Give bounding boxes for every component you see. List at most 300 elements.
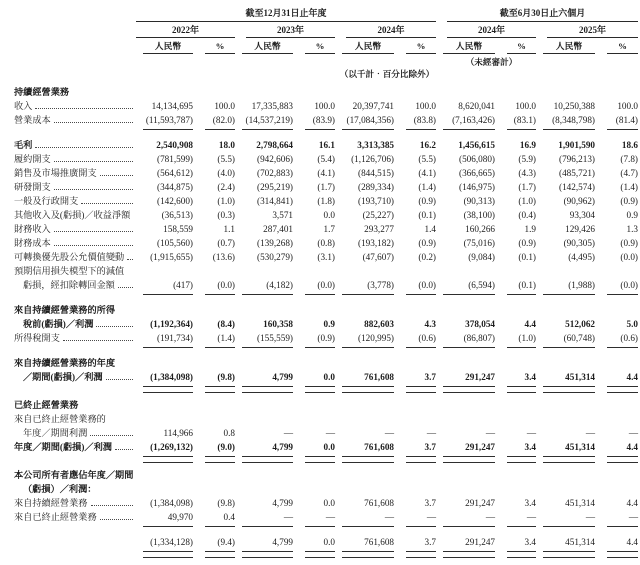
cell-percent: (9.0) — [217, 442, 235, 453]
rule-segment — [242, 386, 293, 393]
cell-value: 49,970 — [167, 512, 193, 523]
cell-value: 293,277 — [364, 224, 394, 235]
cell-value: 2,798,664 — [256, 140, 293, 151]
rule-segment — [406, 294, 436, 298]
rule-segment — [443, 386, 495, 393]
rule-segment — [242, 347, 293, 351]
leader-dots — [90, 435, 133, 436]
cell-value: (36,513) — [161, 210, 193, 221]
cell-percent: (0.9) — [518, 238, 536, 249]
cell-percent: (0.0) — [418, 280, 436, 291]
cell-percent: (0.6) — [620, 333, 638, 344]
cell-value: (1,192,364) — [150, 319, 193, 330]
cell-value: 882,603 — [364, 319, 394, 330]
cell-value: (4,495) — [568, 252, 595, 263]
cell-value: — — [485, 512, 495, 523]
rule-segment — [205, 551, 235, 558]
rule-segment — [143, 456, 193, 463]
cell-percent: 3.4 — [524, 498, 536, 509]
cell-value: 4,799 — [272, 442, 293, 453]
row-label: 年度／期間利潤 — [23, 428, 88, 439]
rule-segment — [143, 386, 193, 393]
row-label-cell — [14, 318, 136, 332]
cell-percent: (1.0) — [518, 196, 536, 207]
table-row — [14, 511, 638, 525]
cell-value: (155,559) — [257, 333, 293, 344]
cell-percent: (1.4) — [620, 182, 638, 193]
row-label: 預期信用損失模型下的減值 — [14, 266, 125, 277]
col-year-2023: 2023年 — [246, 22, 335, 38]
rule-segment — [143, 294, 193, 298]
table-row — [14, 223, 638, 237]
cell-value: 291,247 — [465, 442, 495, 453]
cell-value: 114,966 — [163, 428, 193, 439]
cell-value: 1,456,615 — [458, 140, 495, 151]
cell-value: (366,665) — [459, 168, 495, 179]
cell-value: (1,334,128) — [150, 537, 193, 548]
cell-value: 512,062 — [565, 319, 595, 330]
rule-segment — [543, 294, 595, 298]
rule-segment — [543, 526, 595, 530]
rule-segment — [543, 551, 595, 558]
cell-percent: (0.9) — [620, 196, 638, 207]
cell-value: 761,608 — [364, 537, 394, 548]
cell-percent: (0.6) — [418, 333, 436, 344]
col-currency: 人民幣 — [242, 38, 293, 54]
row-label: 財務成本 — [14, 238, 51, 249]
leader-dots — [54, 161, 133, 162]
units-note: （以千計‧百分比除外） — [339, 69, 435, 79]
cell-percent: (9.4) — [217, 537, 235, 548]
cell-value: (7,163,426) — [452, 115, 495, 126]
row-label-cell — [14, 114, 136, 128]
cell-percent: (81.4) — [615, 115, 638, 126]
row-label-cell — [14, 497, 136, 511]
cell-value: (417) — [173, 280, 193, 291]
cell-value: 3,571 — [272, 210, 293, 221]
cell-percent: (2.4) — [217, 182, 235, 193]
cell-percent: (0.9) — [620, 238, 638, 249]
col-group-annual — [136, 8, 436, 22]
row-label: 來自持續經營業務 — [14, 498, 88, 509]
cell-percent: (1.4) — [418, 182, 436, 193]
cell-value: (1,915,655) — [150, 252, 193, 263]
leader-dots — [91, 505, 134, 506]
cell-value: (1,269,132) — [150, 442, 193, 453]
cell-value: 451,314 — [565, 537, 595, 548]
double-rule — [14, 385, 638, 393]
row-label-cell — [14, 483, 638, 497]
table-row — [14, 181, 638, 195]
row-label-cell — [14, 237, 136, 251]
cell-value: (1,126,706) — [351, 154, 394, 165]
rule-segment — [507, 386, 536, 393]
cell-percent: (9.8) — [217, 498, 235, 509]
cell-value: (506,080) — [459, 154, 495, 165]
cell-percent: 4.3 — [424, 319, 436, 330]
cell-value: — — [384, 512, 394, 523]
rule-segment — [242, 551, 293, 558]
table-row — [14, 195, 638, 209]
cell-percent: 3.4 — [524, 442, 536, 453]
row-label: 可轉換優先股公允價值變動 — [14, 252, 125, 263]
cell-percent: (1.7) — [518, 182, 536, 193]
rule-segment — [507, 129, 536, 133]
col-year-2025-interim: 2025年 — [547, 22, 638, 38]
cell-percent: (4.1) — [317, 168, 335, 179]
single-rule — [14, 346, 638, 351]
cell-percent: (5.5) — [418, 154, 436, 165]
single-rule — [14, 128, 638, 133]
cell-value: — — [585, 428, 595, 439]
table-row — [14, 536, 638, 550]
cell-percent: 4.4 — [626, 498, 638, 509]
cell-value: (17,084,356) — [346, 115, 394, 126]
leader-dots — [35, 108, 133, 109]
row-label-cell — [14, 100, 136, 114]
double-rule — [14, 455, 638, 463]
cell-percent: (9.8) — [217, 372, 235, 383]
row-label-cell — [14, 167, 136, 181]
row-label: 年度／期間(虧損)／利潤 — [14, 442, 112, 453]
table-row — [14, 139, 638, 153]
rule-segment — [607, 294, 638, 298]
cell-value: 761,608 — [364, 372, 394, 383]
cell-percent: — — [628, 428, 638, 439]
cell-percent: 0.0 — [323, 537, 335, 548]
cell-percent: 16.1 — [318, 140, 335, 151]
cell-value: (191,734) — [157, 333, 193, 344]
row-label: 稅前(虧損)／利潤 — [23, 319, 94, 330]
cell-percent: 18.6 — [621, 140, 638, 151]
row-label-cell — [14, 399, 638, 413]
cell-value: (75,016) — [463, 238, 495, 249]
rule-segment — [242, 526, 293, 530]
cell-value: (314,841) — [257, 196, 293, 207]
cell-percent: (1.7) — [317, 182, 335, 193]
cell-value: 4,799 — [272, 498, 293, 509]
section-label-row — [14, 399, 638, 413]
rule-segment — [305, 456, 335, 463]
cell-value: (564,612) — [157, 168, 193, 179]
header-units-row — [14, 67, 638, 79]
rule-segment — [205, 129, 235, 133]
cell-value: — — [384, 428, 394, 439]
rule-segment — [406, 456, 436, 463]
col-currency: 人民幣 — [543, 38, 595, 54]
cell-value: (1,384,098) — [150, 372, 193, 383]
table-row — [14, 318, 638, 332]
cell-value: (1,384,098) — [150, 498, 193, 509]
row-label-cell — [14, 427, 136, 441]
row-label: 持續經營業務 — [14, 87, 70, 98]
cell-value: (344,875) — [157, 182, 193, 193]
rule-segment — [305, 526, 335, 530]
row-label: 來自持續經營業務的年度 — [14, 358, 116, 369]
rule-segment — [305, 129, 335, 133]
rule-segment — [507, 294, 536, 298]
cell-percent: (8.4) — [217, 319, 235, 330]
cell-percent: (82.0) — [212, 115, 235, 126]
cell-value: (14,537,219) — [245, 115, 293, 126]
col-group-annual-label: 截至12月31日止年度 — [245, 8, 327, 18]
rule-segment — [342, 386, 394, 393]
cell-value: 761,608 — [364, 498, 394, 509]
rule-segment — [543, 456, 595, 463]
leader-dots — [100, 175, 133, 176]
col-percent: % — [205, 38, 235, 54]
cell-value: (6,594) — [468, 280, 495, 291]
cell-percent: (0.7) — [217, 238, 235, 249]
cell-percent: 0.0 — [323, 498, 335, 509]
cell-percent: — — [325, 512, 335, 523]
col-percent: % — [305, 38, 335, 54]
row-label: 本公司所有者應佔年度／期間 — [14, 470, 134, 481]
cell-percent: (0.0) — [217, 280, 235, 291]
cell-percent: 0.0 — [323, 372, 335, 383]
leader-dots — [115, 449, 133, 450]
rule-segment — [342, 347, 394, 351]
section-label-row — [14, 86, 638, 100]
cell-value: (193,710) — [358, 196, 394, 207]
cell-percent: (3.1) — [317, 252, 335, 263]
cell-percent: 1.1 — [223, 224, 235, 235]
cell-value: (9,084) — [468, 252, 495, 263]
row-label: 所得稅開支 — [14, 333, 60, 344]
rule-segment — [143, 526, 193, 530]
cell-percent: 16.9 — [519, 140, 536, 151]
cell-percent: (1.4) — [217, 333, 235, 344]
cell-percent: 0.0 — [323, 210, 335, 221]
row-label-cell — [14, 153, 136, 167]
cell-percent: (83.9) — [312, 115, 335, 126]
row-label: ／期間(虧損)／利潤 — [23, 372, 103, 383]
cell-percent: 100.0 — [214, 101, 235, 112]
cell-percent: (4.7) — [620, 168, 638, 179]
row-label-cell — [14, 469, 638, 483]
cell-percent: 100.0 — [617, 101, 638, 112]
cell-percent: — — [325, 428, 335, 439]
rule-segment — [607, 456, 638, 463]
row-label-cell — [14, 304, 638, 318]
row-label: 來自已終止經營業務的 — [14, 414, 106, 425]
rule-segment — [342, 129, 394, 133]
cell-percent: — — [426, 512, 436, 523]
col-year-2022: 2022年 — [136, 22, 235, 38]
rule-segment — [342, 551, 394, 558]
rule-segment — [205, 456, 235, 463]
cell-percent: (5.9) — [518, 154, 536, 165]
cell-percent: 0.8 — [223, 428, 235, 439]
cell-percent: 100.0 — [314, 101, 335, 112]
cell-value: 10,250,388 — [553, 101, 595, 112]
table-row — [14, 237, 638, 251]
cell-percent: (0.0) — [317, 280, 335, 291]
leader-dots — [127, 259, 133, 260]
cell-value: 158,559 — [163, 224, 193, 235]
cell-percent: 3.7 — [424, 372, 436, 383]
cell-value: (942,606) — [257, 154, 293, 165]
section-label-row — [14, 265, 638, 279]
cell-value: 2,540,908 — [156, 140, 193, 151]
cell-percent: (5.4) — [317, 154, 335, 165]
rule-segment — [443, 129, 495, 133]
header-period-groups — [14, 8, 638, 22]
cell-value: — — [283, 512, 293, 523]
cell-value: (485,721) — [559, 168, 595, 179]
rule-segment — [543, 129, 595, 133]
cell-value: 3,313,385 — [357, 140, 394, 151]
table-row — [14, 427, 638, 441]
table-row — [14, 497, 638, 511]
leader-dots — [63, 340, 133, 341]
row-label: 營業成本 — [14, 115, 51, 126]
rule-segment — [205, 347, 235, 351]
cell-value: 291,247 — [465, 498, 495, 509]
cell-percent: (13.6) — [212, 252, 235, 263]
cell-percent: — — [426, 428, 436, 439]
row-label-cell — [14, 413, 638, 427]
leader-dots — [118, 287, 133, 288]
cell-value: (142,600) — [157, 196, 193, 207]
cell-value: 1,901,590 — [558, 140, 595, 151]
cell-value: 8,620,041 — [458, 101, 495, 112]
row-label: 其他收入及(虧損)／收益淨額 — [14, 210, 131, 221]
cell-percent: (7.8) — [620, 154, 638, 165]
cell-percent: 1.4 — [424, 224, 436, 235]
col-currency: 人民幣 — [443, 38, 495, 54]
section-label-row — [14, 469, 638, 483]
cell-percent: 100.0 — [515, 101, 536, 112]
cell-value: 291,247 — [465, 372, 495, 383]
row-label-cell — [14, 86, 638, 100]
cell-value: 4,799 — [272, 537, 293, 548]
cell-percent: 16.2 — [419, 140, 436, 151]
row-label-cell — [14, 139, 136, 153]
header-subcolumns — [14, 38, 638, 54]
cell-value: (3,778) — [367, 280, 394, 291]
cell-percent: 0.4 — [223, 512, 235, 523]
rule-segment — [406, 347, 436, 351]
rule-segment — [305, 347, 335, 351]
cell-percent: 3.4 — [524, 372, 536, 383]
cell-value: (796,213) — [559, 154, 595, 165]
cell-value: 451,314 — [565, 442, 595, 453]
rule-segment — [205, 294, 235, 298]
col-currency: 人民幣 — [342, 38, 394, 54]
cell-percent: 1.3 — [626, 224, 638, 235]
row-label-cell — [14, 265, 638, 279]
rule-segment — [406, 551, 436, 558]
rule-segment — [507, 347, 536, 351]
cell-percent: 3.7 — [424, 442, 436, 453]
table-row — [14, 279, 638, 293]
rule-segment — [143, 129, 193, 133]
cell-percent: 1.7 — [323, 224, 335, 235]
cell-percent: (0.9) — [317, 333, 335, 344]
leader-dots — [54, 189, 133, 190]
cell-percent: (0.1) — [418, 210, 436, 221]
rule-segment — [143, 551, 193, 558]
cell-percent: (0.0) — [620, 252, 638, 263]
table-row — [14, 332, 638, 346]
cell-percent: (4.0) — [217, 168, 235, 179]
rule-segment — [607, 347, 638, 351]
leader-dots — [81, 203, 133, 204]
cell-value: (702,883) — [257, 168, 293, 179]
cell-percent: (0.9) — [418, 238, 436, 249]
cell-percent: (83.8) — [413, 115, 436, 126]
row-label: 來自持續經營業務的所得 — [14, 305, 116, 316]
cell-value: 4,799 — [272, 372, 293, 383]
cell-percent: 3.7 — [424, 498, 436, 509]
table-row — [14, 114, 638, 128]
table-row — [14, 153, 638, 167]
section-label-row — [14, 357, 638, 371]
cell-value: 160,266 — [465, 224, 495, 235]
section-label-row — [14, 483, 638, 497]
leader-dots — [96, 326, 133, 327]
col-year-2024-interim: 2024年 — [447, 22, 536, 38]
cell-percent: 4.4 — [626, 537, 638, 548]
cell-percent: 18.0 — [218, 140, 235, 151]
cell-percent: 4.4 — [626, 372, 638, 383]
row-label: （虧損）／利潤： — [23, 484, 97, 495]
table-row — [14, 441, 638, 455]
cell-percent: (83.1) — [513, 115, 536, 126]
cell-percent: (0.4) — [518, 210, 536, 221]
cell-percent: (5.5) — [217, 154, 235, 165]
cell-value: (4,182) — [266, 280, 293, 291]
cell-value: (47,607) — [362, 252, 394, 263]
rule-segment — [443, 526, 495, 530]
cell-value: (844,515) — [358, 168, 394, 179]
single-rule — [14, 293, 638, 298]
cell-percent: — — [526, 512, 536, 523]
row-label-cell — [14, 223, 136, 237]
cell-percent: (0.1) — [518, 252, 536, 263]
cell-percent: (0.0) — [620, 280, 638, 291]
rule-segment — [443, 294, 495, 298]
rule-segment — [507, 526, 536, 530]
cell-percent: (4.1) — [418, 168, 436, 179]
cell-percent: 0.0 — [323, 442, 335, 453]
cell-percent: 1.9 — [524, 224, 536, 235]
cell-percent: 100.0 — [415, 101, 436, 112]
row-label-cell — [14, 209, 136, 223]
cell-percent: 4.4 — [626, 442, 638, 453]
cell-value: — — [283, 428, 293, 439]
cell-value: (139,268) — [257, 238, 293, 249]
cell-percent: (1.0) — [518, 333, 536, 344]
table-row — [14, 167, 638, 181]
cell-value: (38,100) — [463, 210, 495, 221]
cell-value: 20,397,741 — [352, 101, 394, 112]
cell-percent: 3.7 — [424, 537, 436, 548]
single-rule — [14, 525, 638, 530]
table-row — [14, 251, 638, 265]
row-label-cell — [14, 371, 136, 385]
cell-value: (1,988) — [568, 280, 595, 291]
cell-value: 291,247 — [465, 537, 495, 548]
cell-value: (25,227) — [362, 210, 394, 221]
table-row — [14, 100, 638, 114]
rule-segment — [305, 386, 335, 393]
rule-segment — [342, 294, 394, 298]
cell-value: (11,593,787) — [145, 115, 193, 126]
cell-value: (86,807) — [463, 333, 495, 344]
cell-value: (193,182) — [358, 238, 394, 249]
